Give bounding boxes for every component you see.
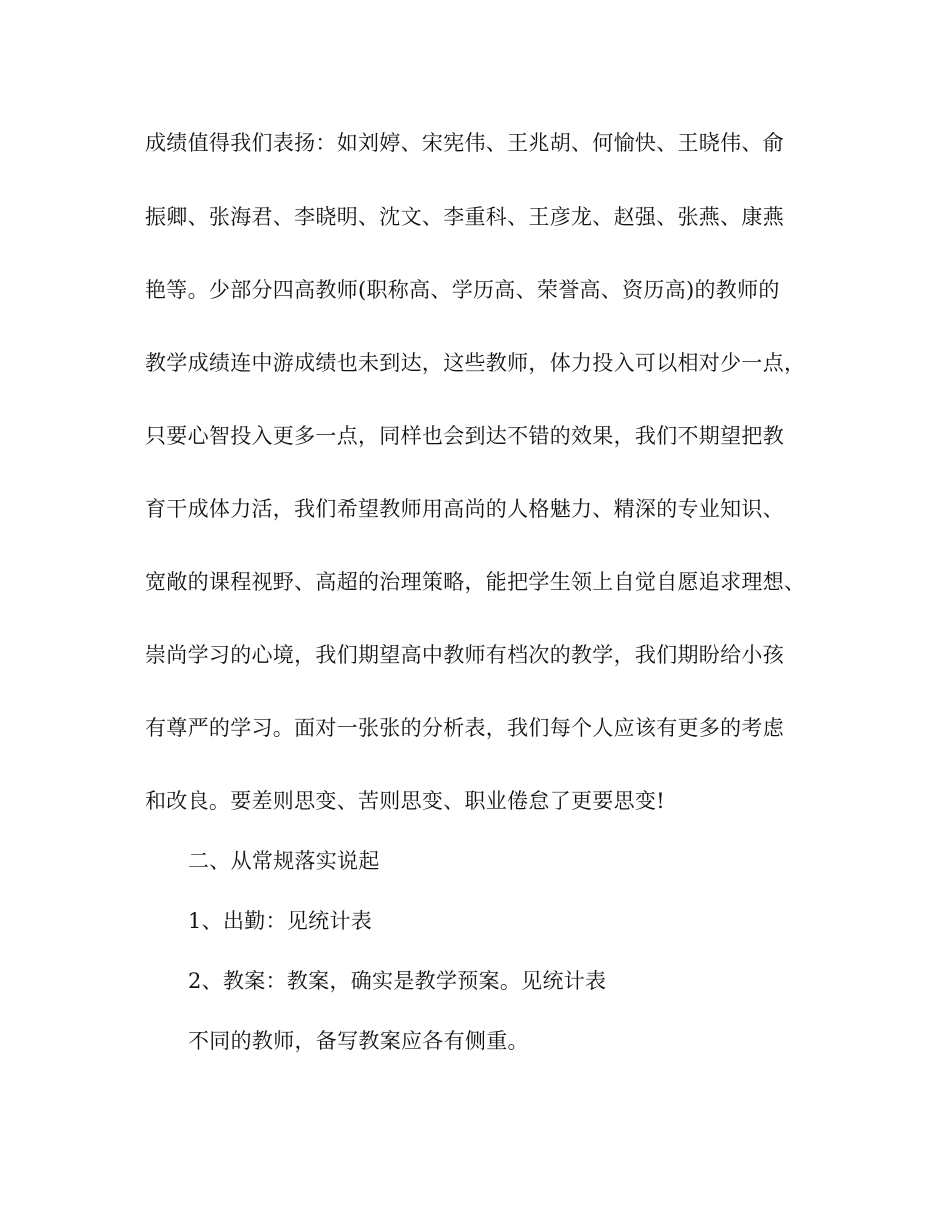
paragraph-line: 和改良。要差则思变、苦则思变、职业倦怠了更要思变!: [145, 789, 665, 813]
paragraph-line: 崇尚学习的心境，我们期望高中教师有档次的教学，我们期盼给小孩: [145, 643, 784, 667]
paragraph-line: 艳等。少部分四高教师(职称高、学历高、荣誉高、资历高)的教师的: [145, 278, 780, 302]
paragraph-line: 育干成体力活，我们希望教师用高尚的人格魅力、精深的专业知识、: [145, 497, 784, 521]
paragraph-line: 宽敞的课程视野、高超的治理策略，能把学生领上自觉自愿追求理想、: [145, 570, 806, 594]
paragraph-line: 只要心智投入更多一点，同样也会到达不错的效果，我们不期望把教: [145, 424, 784, 448]
section-heading: 二、从常规落实说起: [188, 849, 380, 873]
list-item-lesson-plan: 2、教案：教案，确实是教学预案。见统计表: [188, 969, 607, 993]
paragraph-line: 成绩值得我们表扬：如刘婷、宋宪伟、王兆胡、何愉快、王晓伟、俞: [145, 131, 784, 155]
paragraph-line: 教学成绩连中游成绩也未到达，这些教师，体力投入可以相对少一点，: [145, 351, 806, 375]
paragraph-line: 有尊严的学习。面对一张张的分析表，我们每个人应该有更多的考虑: [145, 716, 784, 740]
note-text: 不同的教师，备写教案应各有侧重。: [188, 1029, 529, 1053]
list-item-attendance: 1、出勤：见统计表: [188, 909, 373, 933]
paragraph-line: 振卿、张海君、李晓明、沈文、李重科、王彦龙、赵强、张燕、康燕: [145, 205, 784, 229]
